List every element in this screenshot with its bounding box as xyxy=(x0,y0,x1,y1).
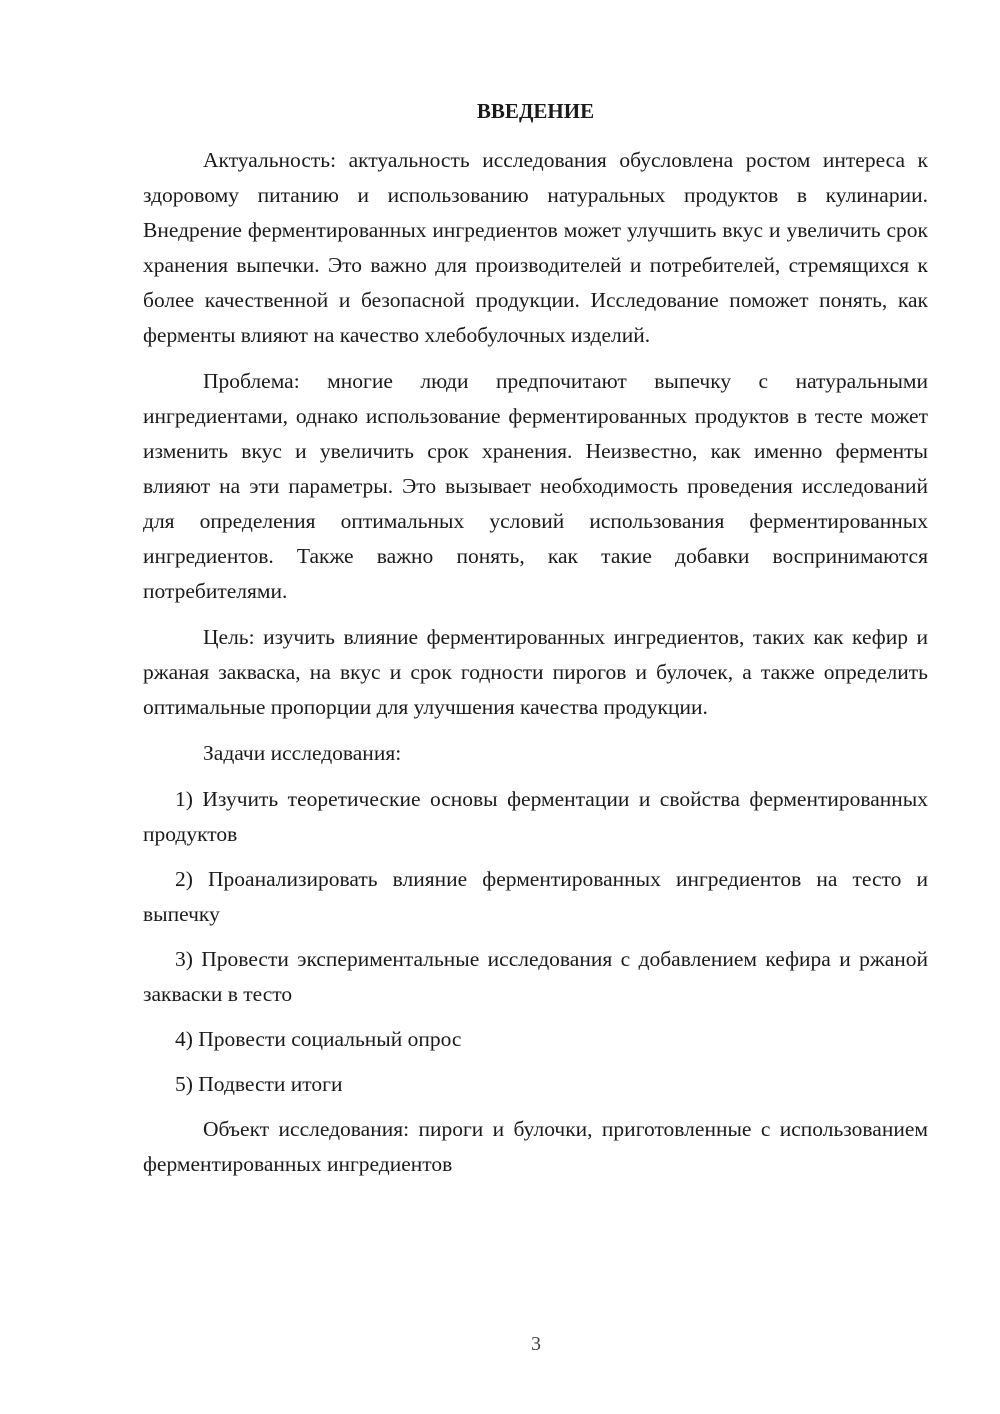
paragraph-problem: Проблема: многие люди предпочитают выпечку с натуральными ингредиентами, однако использование ферментированных продуктов в тесте может изменить вкус и увеличить срок хранения. Неизвестно, как именно ферменты влияют на эти параметры. Это вызывает необходимость проведения исследований для определения оптимальных условий использования ферментированных ингредиентов. Также важно понять, как такие добавки воспринимаются потребителями. xyxy=(143,369,928,603)
paragraph-relevance: Актуальность: актуальность исследования обусловлена ростом интереса к здоровому питанию и использованию натуральных продуктов в кулинарии. Внедрение ферментированных ингредиентов может улучшить вкус и увеличить срок хранения выпечки. Это важно для производителей и потребителей, стремящихся к более качественной и безопасной продукции. Исследование поможет понять, как ферменты влияют на качество хлебобулочных изделий. xyxy=(143,148,928,347)
list-item: 2) Проанализировать влияние ферментированных ингредиентов на тесто и выпечку xyxy=(143,867,928,926)
paragraph-goal: Цель: изучить влияние ферментированных ингредиентов, таких как кефир и ржаная закваска, на вкус и срок годности пирогов и булочек, а также определить оптимальные пропорции для улучшения качества продукции. xyxy=(143,625,928,719)
list-item: 4) Провести социальный опрос xyxy=(175,1027,462,1051)
tasks-heading: Задачи исследования: xyxy=(203,741,402,765)
list-item: 5) Подвести итоги xyxy=(175,1072,343,1096)
document-page xyxy=(143,96,928,1193)
document-title: ВВЕДЕНИЕ xyxy=(476,99,595,123)
list-item: 1) Изучить теоретические основы ферментации и свойства ферментированных продуктов xyxy=(143,787,928,846)
page-number: 3 xyxy=(531,1333,541,1355)
tasks-list xyxy=(143,782,928,1102)
list-item: 3) Провести экспериментальные исследования с добавлением кефира и ржаной закваски в тесто xyxy=(143,947,928,1006)
paragraph-object: Объект исследования: пироги и булочки, приготовленные с использованием ферментированных ингредиентов xyxy=(143,1117,928,1176)
